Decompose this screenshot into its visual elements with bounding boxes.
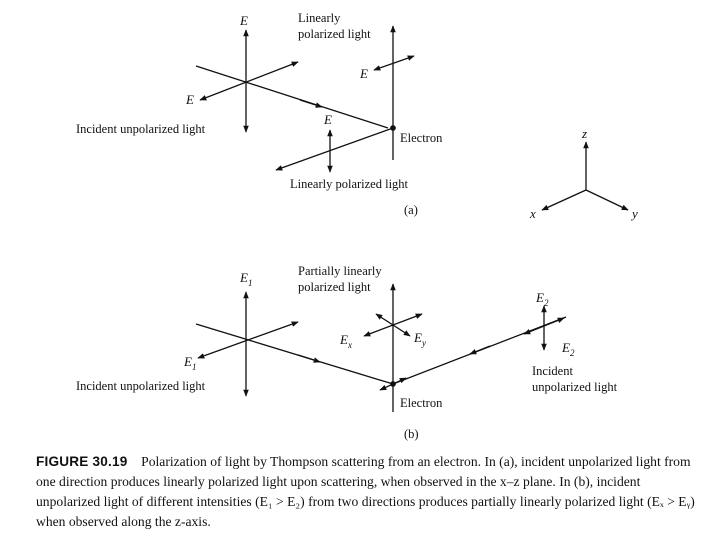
panel-a bbox=[196, 26, 414, 172]
incident-beam-2-arrow-b bbox=[470, 346, 490, 354]
incident-right-line2: unpolarized light bbox=[532, 380, 618, 394]
e1-diagonal-b bbox=[198, 322, 298, 358]
ex-sub: x bbox=[347, 340, 352, 350]
electron-b bbox=[391, 382, 395, 386]
caption-text: Polarization of light by Thompson scattering from an electron. In (a), incident unpolarized light from one direction produces linearly polarized light upon scattering, when observed in the x–z plane. In (b), incident unpolarized light of different intensities (E₁ > E₂) from two directions produces partially linearly polarized light (Eₓ > Eᵧ) when observed along the z-axis. bbox=[36, 454, 695, 529]
panel-b-tag: (b) bbox=[404, 427, 419, 441]
e-field-scattered-up-a bbox=[374, 56, 414, 70]
linearly-polarized-bottom-label: Linearly polarized light bbox=[290, 177, 409, 191]
ey-sub: y bbox=[421, 338, 426, 348]
z-axis-label: z bbox=[582, 126, 588, 141]
incident-beam-arrow-a bbox=[300, 100, 322, 107]
e-bottom-label-a: E bbox=[324, 112, 332, 127]
scattered-beam-left-a bbox=[276, 128, 393, 170]
e1-left-main: E bbox=[184, 354, 192, 369]
ex-label-b bbox=[339, 332, 352, 350]
e1-left-sub: 1 bbox=[191, 362, 197, 372]
panel-a-labels bbox=[76, 11, 443, 217]
incident-beam-1-arrow-b bbox=[298, 355, 320, 362]
e2-bottom-label-b bbox=[561, 340, 575, 358]
e2-bottom-main: E bbox=[562, 340, 570, 355]
electron-a bbox=[391, 126, 395, 130]
e-top-label-a: E bbox=[240, 13, 248, 28]
incident-beam-1-b bbox=[196, 324, 393, 384]
linearly-polarized-top-line1: Linearly bbox=[298, 11, 341, 25]
incident-left-label-b: Incident unpolarized light bbox=[76, 379, 206, 393]
y-axis-label: y bbox=[632, 206, 638, 221]
partially-polarized-line1: Partially linearly bbox=[298, 264, 382, 278]
figure-caption bbox=[36, 452, 696, 532]
incident-right-line1: Incident bbox=[532, 364, 573, 378]
partially-polarized-line2: polarized light bbox=[298, 280, 371, 294]
x-axis bbox=[542, 190, 586, 210]
ex-main: E bbox=[340, 332, 348, 347]
axes-triad bbox=[542, 142, 628, 210]
e-left-label-a: E bbox=[186, 92, 194, 107]
electron-label-a: Electron bbox=[400, 131, 443, 145]
e1-top-main: E bbox=[240, 270, 248, 285]
e1-top-label-b bbox=[239, 270, 252, 288]
panel-a-tag: (a) bbox=[404, 203, 418, 217]
y-axis bbox=[586, 190, 628, 210]
e-mid-label-a: E bbox=[360, 66, 368, 81]
e2-top-label-b bbox=[535, 290, 549, 308]
e2-top-main: E bbox=[536, 290, 544, 305]
panel-b bbox=[196, 284, 566, 412]
e2-bottom-sub: 2 bbox=[569, 348, 575, 358]
e1-left-label-b bbox=[183, 354, 196, 372]
ey-main: E bbox=[414, 330, 422, 345]
x-axis-label: x bbox=[530, 206, 536, 221]
ey-label-b bbox=[413, 330, 426, 348]
e2-top-sub: 2 bbox=[543, 298, 549, 308]
electron-label-b: Electron bbox=[400, 396, 443, 410]
panel-b-labels bbox=[76, 264, 618, 441]
linearly-polarized-top-line2: polarized light bbox=[298, 27, 371, 41]
figure-number: FIGURE 30.19 bbox=[36, 454, 128, 469]
e1-top-sub: 1 bbox=[247, 278, 253, 288]
incident-label-a: Incident unpolarized light bbox=[76, 122, 206, 136]
